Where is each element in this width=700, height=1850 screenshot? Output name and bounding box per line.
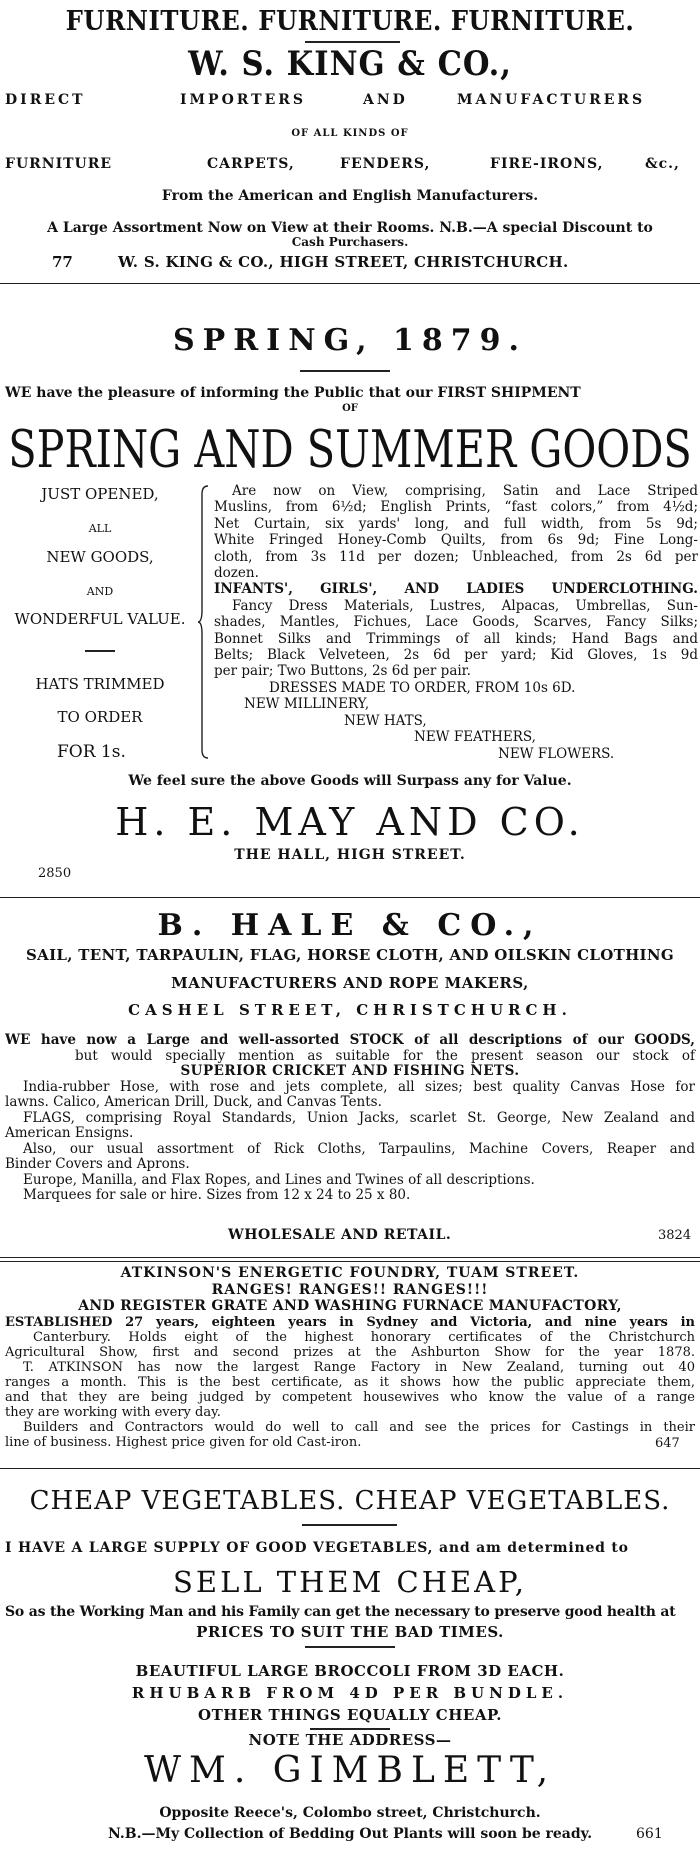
gimblett-name: WM. GIMBLETT, (143, 1750, 557, 1791)
hale-body-line: American Ensigns. (5, 1125, 134, 1141)
king-line1 (5, 92, 695, 132)
may-right-line: dozen. (214, 565, 259, 582)
atkinson-body-line: Builders and Contractors would do well to call and see the prices for Castings in their (23, 1420, 695, 1435)
may-hall: THE HALL, HIGH STREET. (234, 847, 466, 863)
atkinson-body-line: they are working with every day. (5, 1405, 221, 1420)
may-surpass: We feel sure the above Goods will Surpass any for Value. (128, 773, 572, 789)
hale-body-line: SUPERIOR CRICKET AND FISHING NETS. (180, 1063, 520, 1079)
may-right-line: Net Curtain, six yards' long, and full width, from 5s 9d; (214, 515, 698, 532)
hale-name: B. HALE & CO., (157, 908, 543, 943)
hale-wholesale: WHOLESALE AND RETAIL. (228, 1227, 452, 1243)
hale-body-line: Also, our usual assortment of Rick Cloths, Tarpaulins, Machine Covers, Reaper and (23, 1140, 695, 1157)
gimblett-other: OTHER THINGS EQUALLY CHEAP. (198, 1706, 502, 1724)
may-right-line: per pair; Two Buttons, 2s 6d per pair. (214, 663, 471, 680)
king-and: AND (363, 92, 408, 108)
may-spring: SPRING, 1879. (173, 323, 527, 358)
may-name: H. E. MAY AND CO. (115, 800, 585, 844)
king-fire-irons: FIRE-IRONS, (490, 156, 604, 172)
hale-num: 3824 (658, 1228, 692, 1243)
may-right-line: NEW HATS, (344, 712, 427, 729)
may-right-line: cloth, from 3s 11d per dozen; Unbleached, from 2s 6d per (214, 548, 698, 565)
king-address: W. S. KING & CO., HIGH STREET, CHRISTCHURCH. (118, 253, 569, 271)
divider (85, 650, 115, 652)
may-headline: SPRING AND SUMMER GOODS (8, 418, 692, 480)
may-left-line: NEW GOODS, (46, 548, 154, 566)
gimblett-rhubarb: RHUBARB FROM 4D PER BUNDLE. (131, 1684, 569, 1702)
king-fenders: FENDERS, (340, 156, 431, 172)
atkinson-num: 647 (655, 1436, 680, 1451)
gimblett-num: 661 (636, 1826, 663, 1842)
king-importers: IMPORTERS (180, 92, 306, 108)
gimblett-opposite: Opposite Reece's, Colombo street, Christchurch. (159, 1805, 541, 1821)
divider (0, 1257, 700, 1258)
gimblett-intro: I HAVE A LARGE SUPPLY OF GOOD VEGETABLES, and am determined to (5, 1540, 629, 1556)
hale-body-line: India-rubber Hose, with rose and jets complete, all sizes; best quality Canvas Hose for (23, 1078, 695, 1095)
may-right-line: DRESSES MADE TO ORDER, FROM 10s 6D. (269, 679, 576, 696)
atkinson-body-line: Canterbury. Holds eight of the highest honorary certificates of the Christchurch (33, 1330, 695, 1345)
gimblett-working: So as the Working Man and his Family can get the necessary to preserve good health at (5, 1604, 676, 1620)
may-right-line: White Fringed Honey-Comb Quilts, from 6s 9d; Fine Long- (214, 532, 698, 549)
king-carpets: CARPETS, (207, 156, 295, 172)
king-assort: A Large Assortment Now on View at their Rooms. N.B.—A special Discount to (47, 220, 653, 236)
hale-line3: CASHEL STREET, CHRISTCHURCH. (128, 1001, 572, 1019)
hale-body-line: WE have now a Large and well-assorted STOCK of all descriptions of our GOODS, (5, 1032, 695, 1048)
may-right-column (214, 483, 698, 762)
hale-body-line: lawns. Calico, American Drill, Duck, and Canvas Tents. (5, 1094, 382, 1110)
divider (0, 1468, 700, 1469)
gimblett-nb: N.B.—My Collection of Bedding Out Plants will soon be ready. (108, 1826, 593, 1842)
gimblett-broccoli: BEAUTIFUL LARGE BROCCOLI FROM 3D EACH. (135, 1662, 565, 1680)
may-right-line: Are now on View, comprising, Satin and Lace Striped (232, 483, 698, 499)
may-left-column (0, 480, 200, 770)
hale-body-line: but would specially mention as suitable for the present season our stock of (75, 1047, 695, 1064)
atkinson-body (5, 1315, 695, 1450)
king-direct: DIRECT (5, 92, 86, 108)
hale-body-line: Marquees for sale or hire. Sizes from 12 x 24 to 25 x 80. (23, 1187, 411, 1203)
atkinson-body-line: line of business. Highest price given for old Cast-iron. (5, 1435, 362, 1450)
may-right-line: shades, Mantles, Fichues, Lace Goods, Scarves, Fancy Silks; (214, 614, 698, 631)
divider (305, 1646, 395, 1648)
atkinson-body-line: Agricultural Show, first and second prizes at the Ashburton Show for the year 1878. (5, 1345, 695, 1360)
king-cash: Cash Purchasers. (291, 235, 409, 249)
divider (300, 370, 390, 372)
atkinson-body-line: ESTABLISHED 27 years, eighteen years in Sydney and Victoria, and nine years in (5, 1315, 695, 1330)
hale-line1: SAIL, TENT, TARPAULIN, FLAG, HORSE CLOTH, AND OILSKIN CLOTHING (26, 946, 674, 964)
may-left-line: WONDERFUL VALUE. (14, 610, 186, 628)
divider (0, 283, 700, 284)
may-right-line: NEW MILLINERY, (244, 696, 370, 713)
king-from: From the American and English Manufacturers. (161, 188, 539, 204)
king-manufacturers: MANUFACTURERS (457, 92, 646, 108)
atkinson-grate: AND REGISTER GRATE AND WASHING FURNACE MANUFACTORY, (78, 1298, 622, 1314)
divider (0, 897, 700, 898)
hale-line2: MANUFACTURERS AND ROPE MAKERS, (171, 974, 529, 992)
may-right-line: INFANTS', GIRLS', AND LADIES UNDERCLOTHING. (214, 581, 698, 598)
may-left-line: ALL (88, 522, 112, 535)
may-left-line: JUST OPENED, (41, 485, 159, 503)
may-right-line: NEW FEATHERS, (414, 729, 536, 746)
king-name: W. S. KING & CO., (188, 44, 512, 84)
king-of-all: OF ALL KINDS OF (291, 128, 409, 139)
gimblett-sell: SELL THEM CHEAP, (173, 1565, 527, 1599)
divider (0, 1261, 700, 1262)
atkinson-body-line: T. ATKINSON has now the largest Range Factory in New Zealand, turning out 40 (23, 1360, 695, 1375)
may-num: 2850 (38, 866, 72, 881)
may-right-line: Muslins, from 6½d; English Prints, “fast colors,” from 4½d; (214, 499, 698, 516)
brace-icon (196, 484, 212, 760)
divider (305, 41, 400, 43)
atkinson-ranges: RANGES! RANGES!! RANGES!!! (211, 1282, 489, 1298)
atkinson-head: ATKINSON'S ENERGETIC FOUNDRY, TUAM STREET. (120, 1265, 580, 1281)
may-of: OF (342, 403, 358, 414)
king-etc: &c., (645, 156, 680, 172)
may-left-line: HATS TRIMMED (35, 675, 165, 693)
may-left-line: TO ORDER (57, 708, 143, 726)
hale-body-line: FLAGS, comprising Royal Standards, Union Jacks, scarlet St. George, New Zealand and (23, 1109, 695, 1126)
may-left-line: AND (86, 585, 114, 598)
atkinson-body-line: and that they are being judged by competent housewives who know the value of a range (5, 1390, 695, 1405)
divider (310, 1728, 390, 1730)
king-banner: FURNITURE. FURNITURE. FURNITURE. (65, 6, 635, 37)
may-right-line: Fancy Dress Materials, Lustres, Alpacas, Umbrellas, Sun- (232, 597, 698, 614)
atkinson-body-line: ranges a month. This is the best certificate, as it shows how the public appreciate them, (5, 1375, 695, 1390)
king-num: 77 (52, 253, 73, 271)
may-right-line: Bonnet Silks and Trimmings of all kinds; Hand Bags and (214, 630, 698, 647)
may-left-line: FOR 1s. (57, 742, 126, 762)
may-intro: WE have the pleasure of informing the Public that our FIRST SHIPMENT (5, 385, 581, 401)
hale-body-line: Europe, Manilla, and Flax Ropes, and Lines and Twines of all descriptions. (23, 1171, 535, 1188)
may-right-line: Belts; Black Velveteen, 2s 6d per yard; Kid Gloves, 1s 9d (214, 647, 698, 664)
king-furniture: FURNITURE (5, 156, 113, 172)
gimblett-banner: CHEAP VEGETABLES. CHEAP VEGETABLES. (29, 1486, 671, 1516)
divider (302, 1524, 397, 1526)
hale-body (5, 1033, 695, 1204)
gimblett-prices: PRICES TO SUIT THE BAD TIMES. (196, 1623, 504, 1641)
hale-body-line: Binder Covers and Aprons. (5, 1156, 190, 1172)
may-right-line: NEW FLOWERS. (498, 745, 615, 762)
gimblett-note: NOTE THE ADDRESS— (248, 1731, 452, 1749)
